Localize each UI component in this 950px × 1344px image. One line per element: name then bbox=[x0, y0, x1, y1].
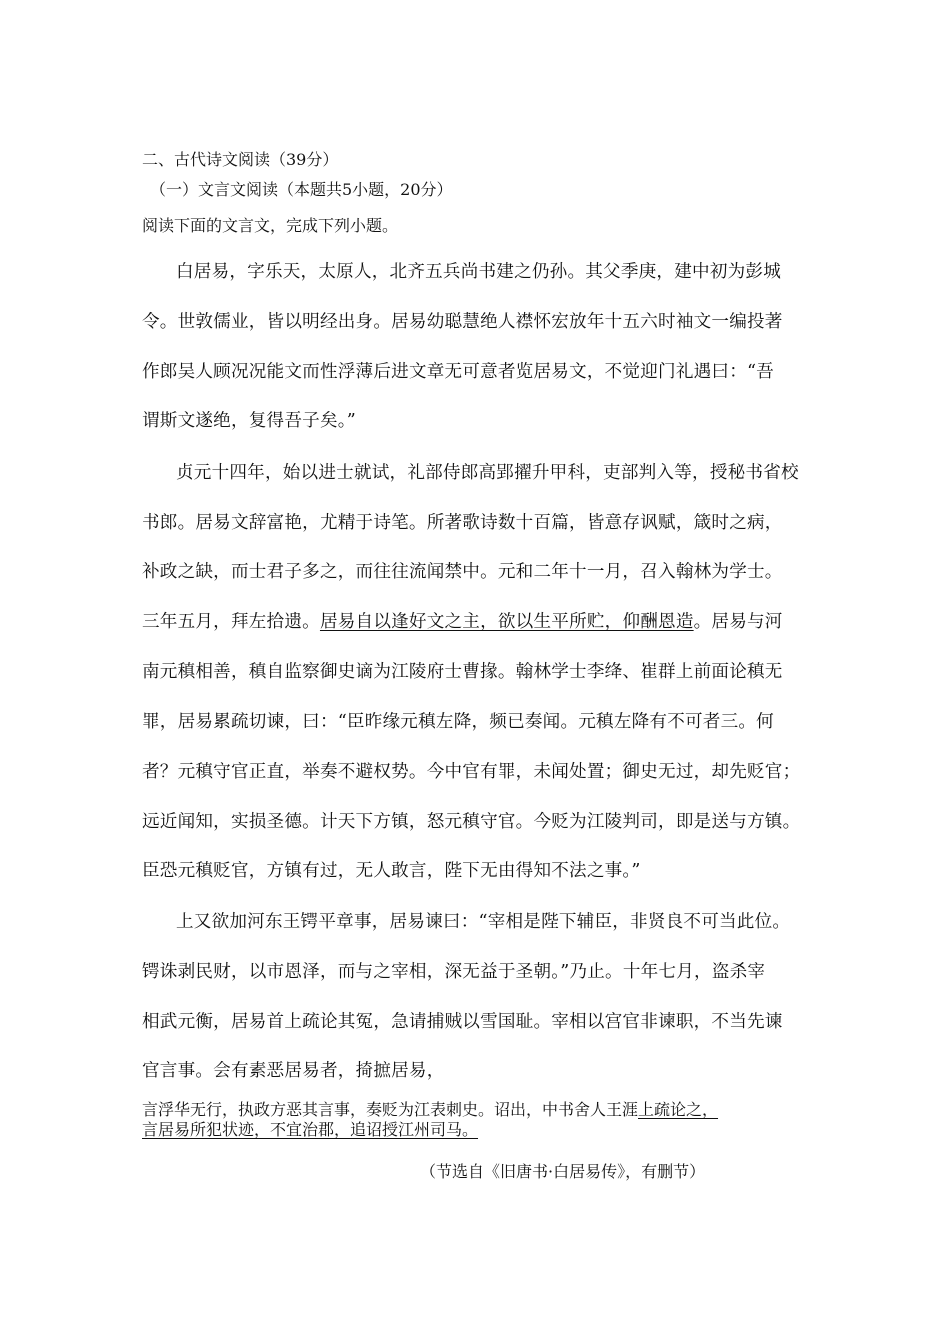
para2-line4 bbox=[142, 608, 783, 633]
para1-line1: 白居易，字乐天，太原人，北齐五兵尚书建之仍孙。其父季庚，建中初为彭城 bbox=[176, 262, 781, 282]
para1-line3: 作郎吴人顾况况能文而性浮薄后进文章无可意者览居易文，不觉迎门礼遇曰：“吾 bbox=[142, 362, 774, 382]
para2-line2: 书郎。居易文辞富艳，尤精于诗笔。所著歌诗数十百篇，皆意存讽赋，箴时之病， bbox=[142, 513, 783, 533]
para3-line5-pre: 言浮华无行，执政方恶其言事，奏贬为江表刺史。诏出，中书舍人王涯 bbox=[142, 1100, 639, 1119]
para2-line3: 补政之缺，而士君子多之，而往往流闻禁中。元和二年十一月，召入翰林为学士。 bbox=[142, 562, 783, 582]
para3-line3: 相武元衡，居易首上疏论其冤，急请捕贼以雪国耻。宰相以宫官非谏职，不当先谏 bbox=[142, 1012, 783, 1032]
source-citation: （节选自《旧唐书·白居易传》，有删节） bbox=[420, 1162, 706, 1181]
para2-line4-pre: 三年五月，拜左拾遗。 bbox=[142, 612, 320, 632]
para2-line4-post: 。居易与河 bbox=[693, 612, 783, 632]
underlined-passage-1: 居易自以逢好文之主，欲以生平所贮，仰酬恩造 bbox=[319, 612, 694, 632]
para3-line4: 官言事。会有素恶居易者，掎摭居易， bbox=[142, 1061, 445, 1081]
subsection-heading: （一）文言文阅读（本题共5小题，20分） bbox=[150, 180, 453, 199]
para2-line9: 臣恐元稹贬官，方镇有过，无人敢言，陛下无由得知不法之事。” bbox=[142, 861, 641, 881]
para2-line8: 远近闻知，实损圣德。计天下方镇，怒元稹守官。今贬为江陵判司，即是送与方镇。 bbox=[142, 812, 801, 832]
para1-line2: 令。世敦儒业，皆以明经出身。居易幼聪慧绝人襟怀宏放年十五六时袖文一编投著 bbox=[142, 312, 783, 332]
para3-line6 bbox=[142, 1117, 478, 1140]
underlined-passage-2a: 上疏论之， bbox=[638, 1100, 719, 1119]
instruction: 阅读下面的文言文，完成下列小题。 bbox=[142, 216, 399, 235]
para2-line5: 南元稹相善，稹自监察御史谪为江陵府士曹掾。翰林学士李绛、崔群上前面论稹无 bbox=[142, 662, 783, 682]
para1-line4: 谓斯文遂绝，复得吾子矣。” bbox=[142, 411, 356, 431]
section-heading: 二、古代诗文阅读（39分） bbox=[142, 150, 339, 169]
para2-line7: 者？元稹守官正直，举奏不避权势。今中官有罪，未闻处置；御史无过，却先贬官； bbox=[142, 762, 801, 782]
para3-line2: 锷诛剥民财，以市恩泽，而与之宰相，深无益于圣朝。”乃止。十年七月，盗杀宰 bbox=[142, 962, 766, 982]
para3-line1: 上又欲加河东王锷平章事，居易谏曰：“宰相是陛下辅臣，非贤良不可当此位。 bbox=[176, 912, 791, 932]
para2-line1: 贞元十四年，始以进士就试，礼部侍郎高郢擢升甲科，吏部判入等，授秘书省校 bbox=[176, 463, 799, 483]
para2-line6: 罪，居易累疏切谏，曰：“臣昨缘元稹左降，频已奏闻。元稹左降有不可者三。何 bbox=[142, 712, 774, 732]
underlined-passage-2b: 言居易所犯状迹，不宜治郡，追诏授江州司马。 bbox=[142, 1120, 479, 1139]
